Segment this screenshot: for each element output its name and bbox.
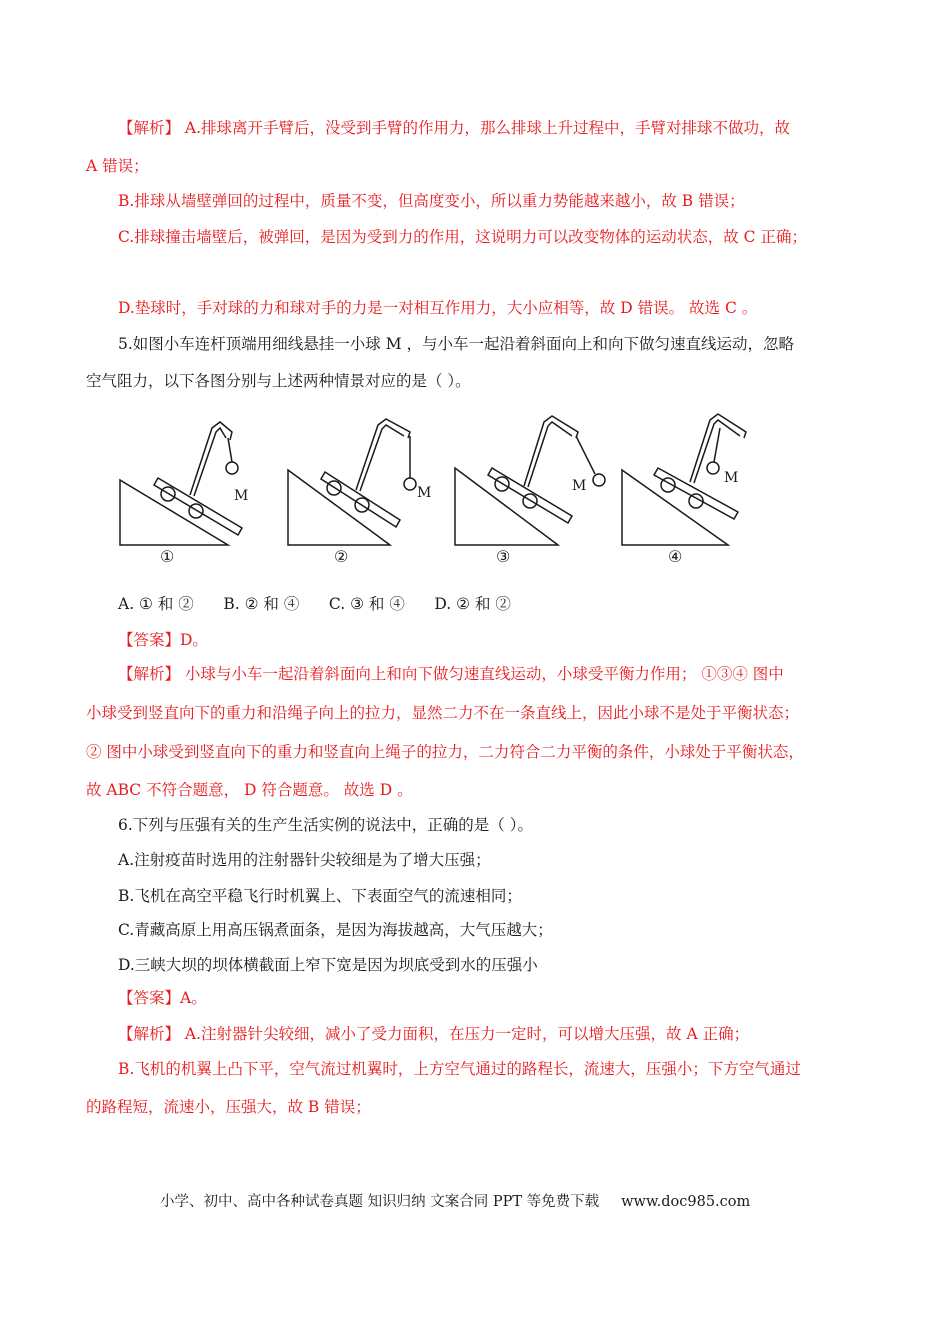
figure-1 [120, 422, 242, 545]
figure-label: ① [160, 547, 175, 566]
question-stem: 5.如图小车连杆顶端用细线悬挂一小球 M ，与小车一起沿着斜面向上和向下做匀速直线运动，忽略 [118, 335, 795, 353]
answer-line: 【答案】A。 [118, 989, 207, 1007]
options-line: A. ① 和 ② B. ② 和 ④ C. ③ 和 ④ D. ② 和 ② [118, 595, 511, 613]
analysis-line: ② 图中小球受到竖直向下的重力和竖直向上绳子的拉力，二力符合二力平衡的条件，小球处于平衡状态， [86, 743, 804, 761]
ball-label: M [724, 470, 739, 486]
analysis-line: B.排球从墙壁弹回的过程中，质量不变，但高度变小，所以重力势能越来越小，故 B 错误； [118, 192, 745, 210]
analysis-line: 【解析】 A.注射器针尖较细，减小了受力面积，在压力一定时，可以增大压强，故 A 正确； [118, 1025, 750, 1043]
figure-label: ④ [668, 547, 683, 566]
figure-2 [288, 419, 416, 545]
footer-text: 小学、初中、高中各种试卷真题 知识归纳 文案合同 PPT 等免费下载 [160, 1194, 600, 1210]
analysis-line: D.垫球时，手对球的力和球对手的力是一对相互作用力，大小应相等，故 D 错误。 故选 C 。 [118, 299, 758, 317]
option-line: C.青藏高原上用高压锅煮面条，是因为海拔越高，大气压越大； [118, 921, 553, 939]
question-stem: 6.下列与压强有关的生产生活实例的说法中，正确的是（ ）。 [118, 816, 533, 834]
option-line: D.三峡大坝的坝体横截面上窄下宽是因为坝底受到水的压强小 [118, 956, 538, 974]
option-line: B.飞机在高空平稳飞行时机翼上、下表面空气的流速相同； [118, 887, 522, 905]
analysis-line: 小球受到竖直向下的重力和沿绳子向上的拉力，显然二力不在一条直线上，因此小球不是处于平衡状态； [86, 704, 800, 722]
figure-label: ② [334, 547, 349, 566]
analysis-line: B.飞机的机翼上凸下平，空气流过机翼时，上方空气通过的路程长，流速大，压强小；下方空气通过 [118, 1060, 801, 1078]
footer-url[interactable]: www.doc985.com [621, 1194, 751, 1210]
analysis-line: C.排球撞击墙壁后，被弹回，是因为受到力的作用，这说明力可以改变物体的运动状态，故 C 正确； [118, 228, 807, 246]
ball-label: M [417, 485, 432, 501]
analysis-line: 的路程短，流速小，压强大，故 B 错误； [86, 1098, 371, 1116]
incline-cart-figure [110, 410, 760, 580]
analysis-line: 故 ABC 不符合题意， D 符合题意。 故选 D 。 [86, 781, 413, 799]
page-footer [160, 1190, 750, 1211]
analysis-line: 【解析】 小球与小车一起沿着斜面向上和向下做匀速直线运动，小球受平衡力作用； ①③④ 图中 [118, 665, 784, 683]
option-line: A.注射疫苗时选用的注射器针尖较细是为了增大压强； [118, 851, 491, 869]
ball-label: M [234, 488, 249, 504]
figure-label: ③ [496, 547, 511, 566]
analysis-line: A 错误； [86, 157, 149, 175]
analysis-line: 【解析】 A.排球离开手臂后，没受到手臂的作用力，那么排球上升过程中，手臂对排球不做功，故 [118, 119, 791, 137]
ball-label: M [572, 478, 587, 494]
answer-line: 【答案】D。 [118, 631, 208, 649]
question-stem: 空气阻力，以下各图分别与上述两种情景对应的是（ ）。 [86, 372, 471, 390]
